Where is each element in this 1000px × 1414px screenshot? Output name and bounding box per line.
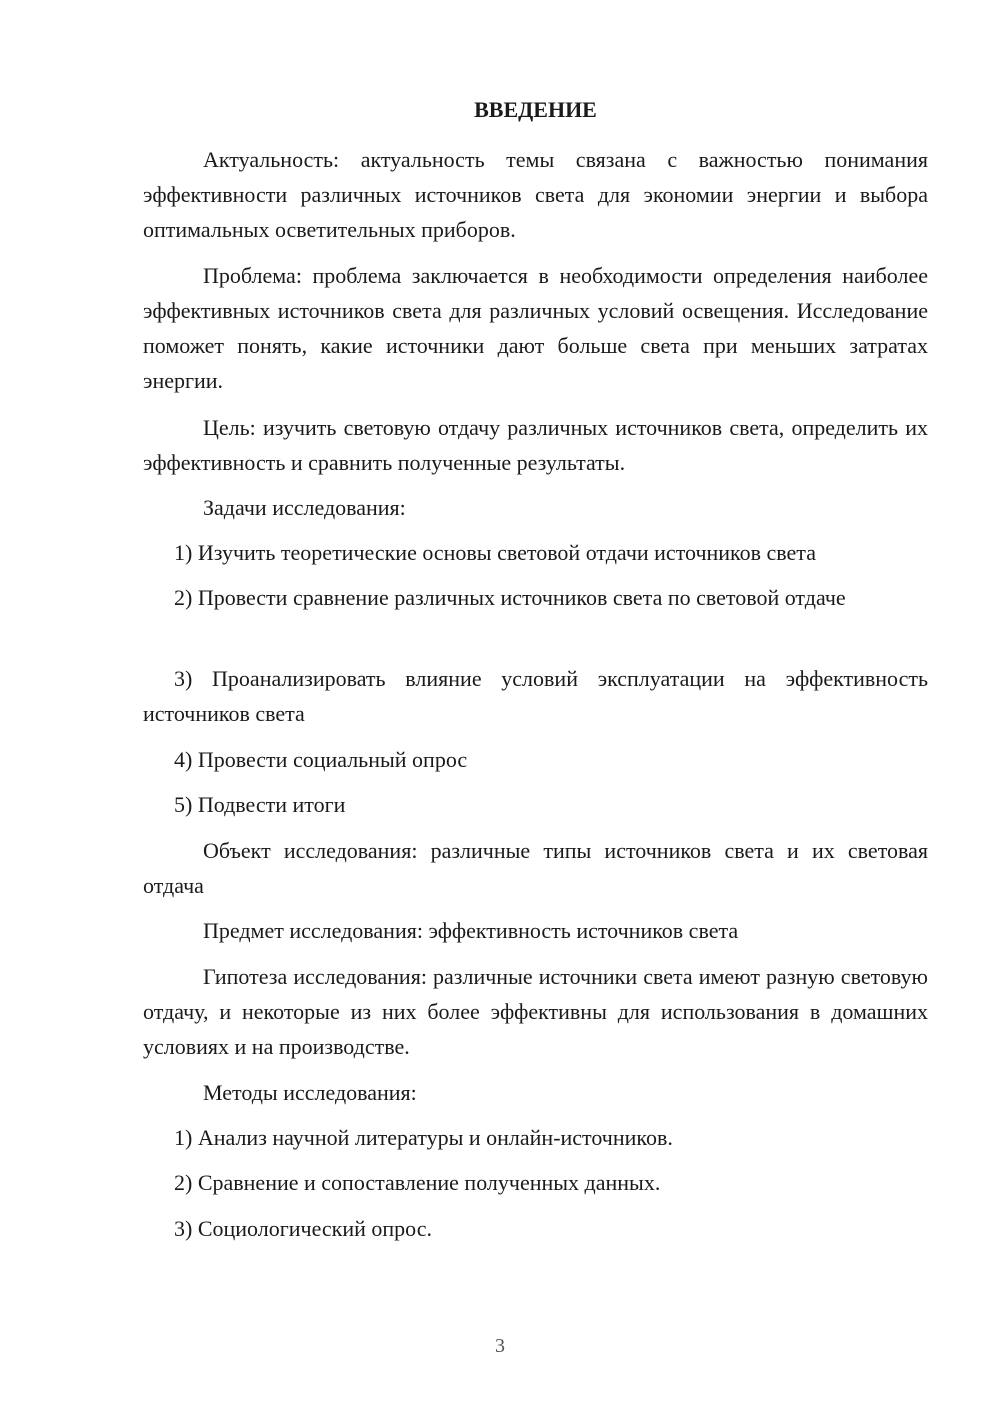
method-item: 3) Социологический опрос. bbox=[174, 1216, 432, 1241]
object-paragraph: Объект исследования: различные типы источников света и их световая отдача bbox=[143, 838, 928, 898]
goal-paragraph: Цель: изучить световую отдачу различных источников света, определить их эффективность и сравнить полученные результаты. bbox=[143, 415, 928, 475]
relevance-paragraph: Актуальность: актуальность темы связана с важностью понимания эффективности различных источников света для экономии энергии и выбора оптимальных осветительных приборов. bbox=[143, 147, 928, 242]
tasks-heading: Задачи исследования: bbox=[203, 495, 406, 520]
task-item: 3) Проанализировать влияние условий эксплуатации на эффективность источников света bbox=[143, 666, 928, 726]
page-number: 3 bbox=[495, 1335, 505, 1357]
method-item: 1) Анализ научной литературы и онлайн-источников. bbox=[174, 1125, 673, 1150]
task-item: 1) Изучить теоретические основы световой отдачи источников света bbox=[174, 540, 816, 565]
hypothesis-paragraph: Гипотеза исследования: различные источники света имеют разную световую отдачу, и некоторые из них более эффективны для использования в домашних условиях и на производстве. bbox=[143, 964, 928, 1059]
task-item: 4) Провести социальный опрос bbox=[174, 747, 468, 772]
task-item: 5) Подвести итоги bbox=[174, 792, 346, 817]
task-item: 2) Провести сравнение различных источников света по световой отдаче bbox=[174, 585, 846, 610]
methods-heading: Методы исследования: bbox=[203, 1080, 417, 1105]
subject-paragraph: Предмет исследования: эффективность источников света bbox=[203, 918, 739, 943]
method-item: 2) Сравнение и сопоставление полученных данных. bbox=[174, 1170, 661, 1195]
problem-paragraph: Проблема: проблема заключается в необходимости определения наиболее эффективных источников света для различных условий освещения. Исследование поможет понять, какие источники дают больше света при меньших затратах энергии. bbox=[143, 263, 928, 393]
section-title: ВВЕДЕНИЕ bbox=[474, 97, 597, 122]
